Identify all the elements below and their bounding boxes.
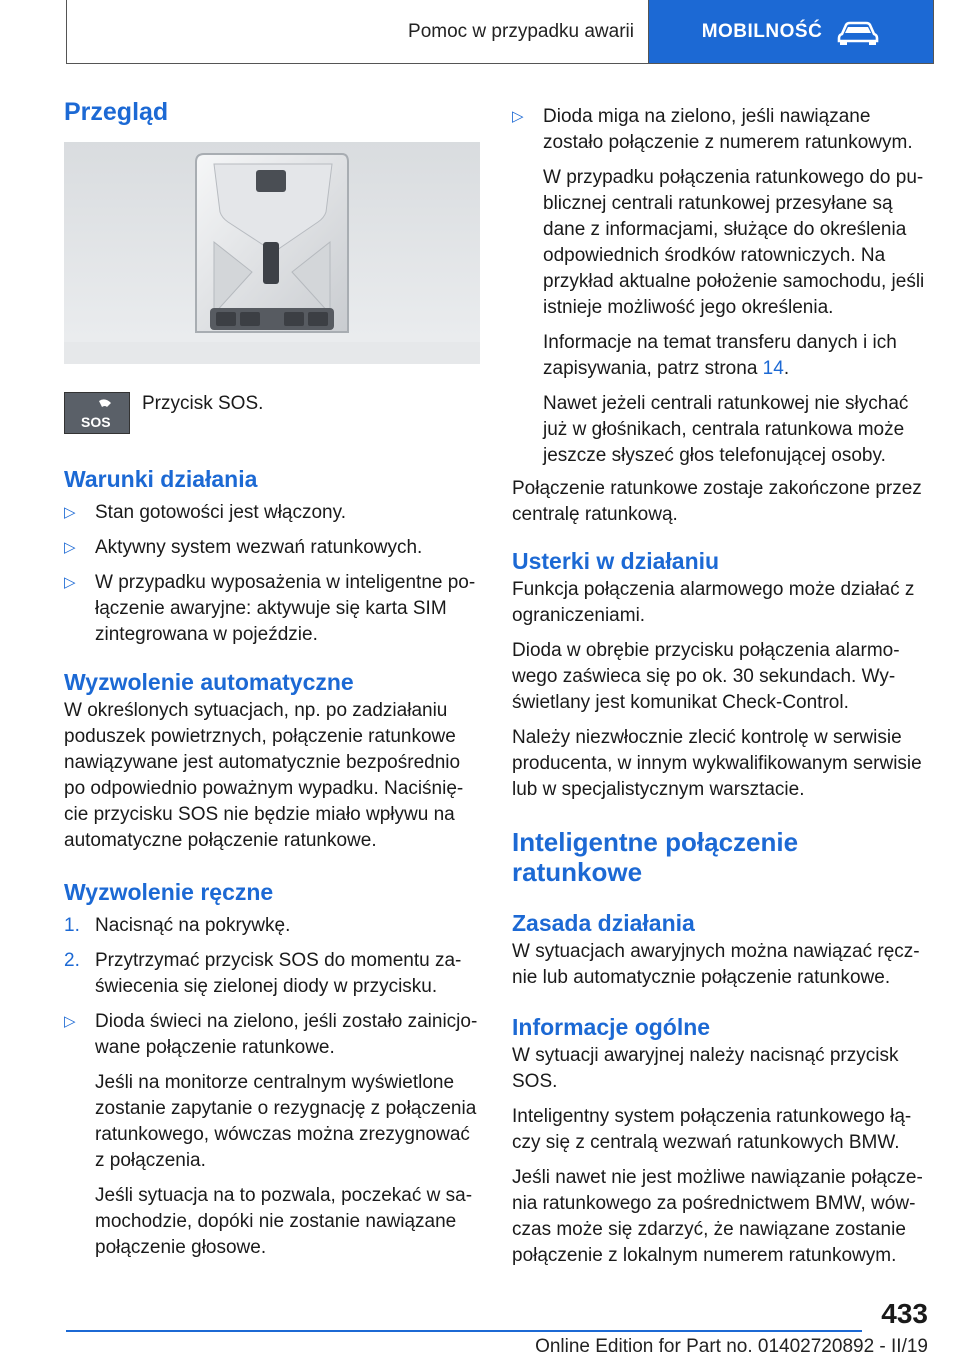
header-chapter-label: MOBILNOŚĆ [701, 20, 823, 42]
triangle-bullet-icon: ▷ [64, 504, 76, 521]
heading-zasada-dzialania: Zasada działania [512, 910, 695, 936]
heading-wyzwolenie-automatyczne: Wyzwolenie automatyczne [64, 669, 354, 695]
paragraph: Nawet jeżeli centrali ratunkowej nie słychać już w głośnikach, centrala ratunkowa może jeszcze słyszeć głos telefonującej osoby. [543, 393, 909, 466]
list-item: ▷ Aktywny system wezwań ratunkowych. [64, 535, 480, 561]
heading-warunki: Warunki działania [64, 466, 258, 492]
paragraph: Jeśli sytuacja na to pozwala, poczekać w samochodzie, dopóki nie zostanie nawiązane połączenie głosowe. [95, 1185, 473, 1258]
numbered-step: 2. Przytrzymać przycisk SOS do momentu zaświecenia się zielonej diody w przycisku. [64, 950, 462, 997]
triangle-bullet-icon: ▷ [64, 574, 76, 591]
page-header [66, 0, 934, 64]
paragraph: Dioda w obrębie przycisku połączenia alarmowego zaświeca się po ok. 30 sekundach. Wyświetlany jest komunikat Check-Control. [512, 640, 900, 713]
paragraph: Jeśli na monitorze centralnym wyświetlone zostanie zapytanie o rezygnację z połączenia ratunkowego, wówczas można zrezygnować z połączenia. [95, 1072, 477, 1171]
triangle-bullet-icon: ▷ [512, 108, 524, 125]
header-section-title: Pomoc w przypadku awarii [67, 0, 649, 63]
heading-usterki: Usterki w działaniu [512, 548, 720, 574]
left-column [64, 96, 480, 1261]
sos-icon-text: SOS [81, 414, 111, 430]
paragraph: Funkcja połączenia alarmowego może działać z ograniczeniami. [512, 579, 915, 626]
paragraph: Inteligentny system połączenia ratunkowego łączy się z centralą wezwań ratunkowych BMW. [512, 1106, 912, 1153]
heading-inteligentne-polaczenie: Inteligentne połączenie ratunkowe [512, 827, 799, 887]
sos-button-icon [64, 392, 130, 434]
sos-caption-row [64, 392, 480, 434]
footer-edition: Online Edition for Part no. 01402720892 - II/19 [535, 1336, 928, 1357]
car-icon [836, 19, 880, 45]
paragraph: W sytuacji awaryjnej należy nacisnąć przycisk SOS. [512, 1045, 899, 1092]
sos-caption: Przycisk SOS. [142, 393, 264, 414]
heading-wyzwolenie-reczne: Wyzwolenie ręczne [64, 879, 274, 905]
list-item: ▷ Dioda świeci na zielono, jeśli zostało zainicjowane połączenie ratunkowe. [64, 1011, 478, 1058]
numbered-step: 1. Nacisnąć na pokrywkę. [64, 915, 291, 936]
paragraph: W przypadku połączenia ratunkowego do publicznej centrali ratunkowej przesyłane są dane z informacjami, służące do określenia odpowiednich środków ratowniczych. Na przykład aktualne położenie samochodu, jeśli istnieje możliwość jego określenia. [543, 167, 925, 318]
heading-przeglad: Przegląd [64, 98, 169, 126]
paragraph: Jeśli nawet nie jest możliwe nawiązanie połączenia ratunkowego za pośrednictwem BMW, wówczas może się zdarzyć, że nawiązane zostanie połączenie z lokalnym numerem ratunkowym. [512, 1167, 923, 1266]
right-column [512, 104, 928, 1269]
paragraph: W sytuacjach awaryjnych można nawiązać ręcznie lub automatycznie połączenie ratunkowe. [512, 941, 920, 988]
list-item: ▷ Dioda miga na zielono, jeśli nawiązane zostało połączenie z numerem ratunkowym. [512, 106, 913, 153]
page-number: 433 [881, 1298, 928, 1329]
page-link[interactable]: 14 [762, 358, 784, 379]
footer-divider [66, 1330, 862, 1332]
header-chapter-tab[interactable] [649, 0, 933, 63]
heading-informacje-ogolne: Informacje ogólne [512, 1014, 711, 1040]
overhead-console-photo [64, 142, 480, 364]
triangle-bullet-icon: ▷ [64, 1013, 76, 1030]
paragraph: Należy niezwłocznie zlecić kontrolę w serwisie producenta, w innym wykwalifikowanym serwisie lub w specjalistycznym warsztacie. [512, 727, 922, 800]
paragraph: Połączenie ratunkowe zostaje zakończone przez centralę ratunkową. [512, 478, 922, 525]
list-item: ▷ W przypadku wyposażenia w inteligentne połączenie awaryjne: aktywuje się karta SIM zintegrowana w pojeździe. [64, 572, 476, 645]
paragraph: Informacje na temat transferu danych i ich zapisywania, patrz strona 14. [543, 332, 897, 379]
triangle-bullet-icon: ▷ [64, 539, 76, 556]
paragraph: W określonych sytuacjach, np. po zadziałaniu poduszek powietrznych, połączenie ratunkowe nawiązywane jest automatycznie bezpośrednio po odpowiednio poważnym wypadku. Naciśnięcie przycisku SOS nie będzie miało wpływu na automatyczne połączenie ratunkowe. [64, 700, 464, 851]
list-item: ▷ Stan gotowości jest włączony. [64, 500, 480, 526]
